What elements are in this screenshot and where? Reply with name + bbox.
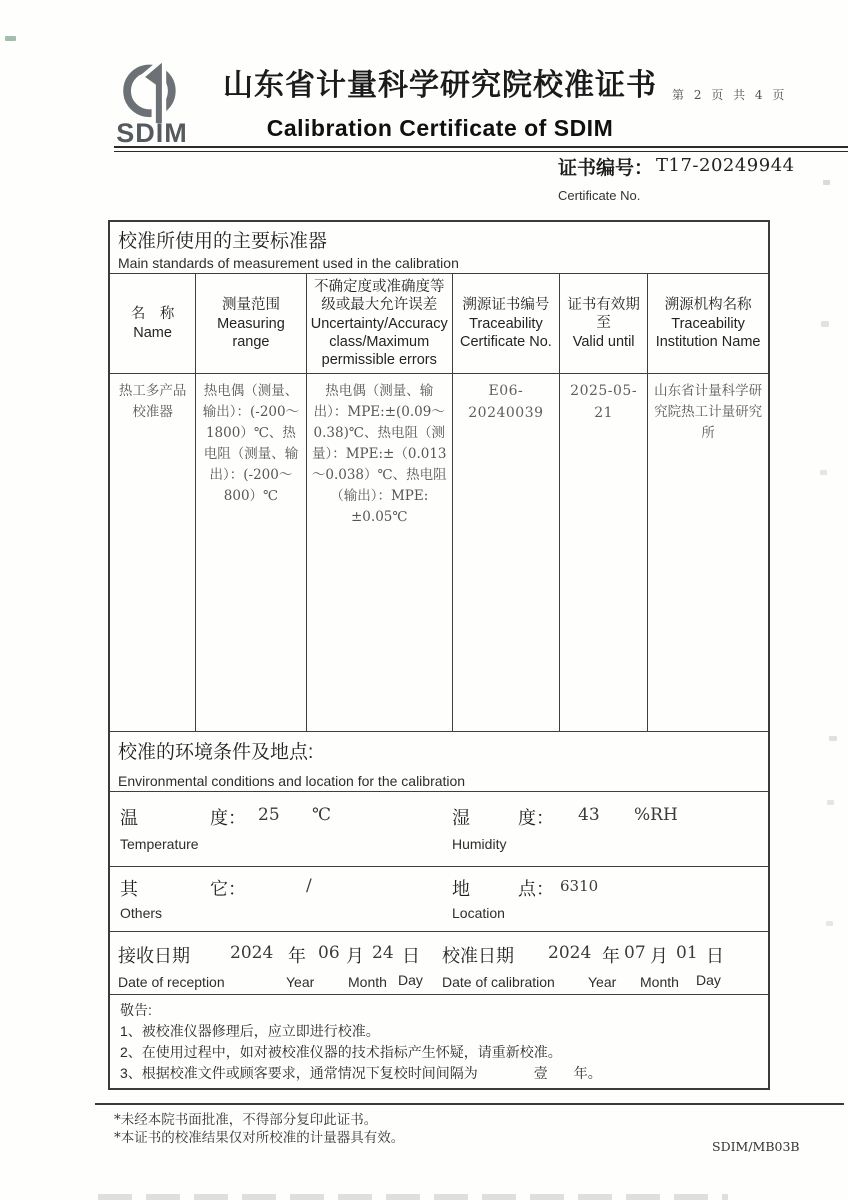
page-title: 山东省计量科学研究院校准证书	[223, 68, 657, 103]
scan-artifact	[5, 36, 16, 41]
note-item-1: 1、被校准仪器修理后，应立即进行校准。	[120, 1023, 380, 1039]
notes-section	[110, 995, 768, 1088]
standards-title-en: Main standards of measurement used in the calibration	[118, 255, 459, 271]
reception-year: 2024	[230, 943, 274, 963]
column-header-range: 测量范围 Measuring range	[196, 274, 307, 373]
calibration-date-label: 校准日期	[442, 946, 514, 966]
others-label-cn: 其	[120, 879, 138, 899]
scan-artifact	[821, 321, 829, 327]
certificate-no-label: 证书编号：	[558, 157, 654, 179]
environment-title-cn: 校准的环境条件及地点:	[118, 742, 314, 763]
humidity-label-en: Humidity	[452, 836, 507, 852]
reception-month: 06	[318, 943, 340, 963]
scan-artifact	[820, 470, 827, 475]
header-divider	[114, 146, 848, 152]
reception-date-label: 接收日期	[118, 946, 190, 966]
certificate-no-value: T17-20249944	[656, 155, 795, 176]
footer-note-1: *未经本院书面批准，不得部分复印此证书。	[114, 1112, 378, 1128]
dates-row: 接收日期 2024 年 06 月 24 日 校准日期 2024 年 07 月 01 日 Date of reception Year Month Day Date of calibration Year Month Day	[110, 932, 768, 995]
cell-range: 热电偶（测量、输出）：(-200～1800）℃、热电阻（测量、输出）：(-200～800）℃	[196, 374, 307, 731]
location-label-cn: 地	[452, 879, 470, 899]
humidity-unit: %RH	[634, 805, 678, 825]
scan-artifact	[829, 736, 837, 741]
cell-trace-cert-no: E06-20240039	[453, 374, 560, 731]
others-value: /	[306, 876, 312, 896]
footer-divider	[95, 1103, 844, 1105]
humidity-label-cn: 湿	[452, 808, 470, 828]
others-label-en: Others	[120, 905, 163, 921]
cell-valid-until: 2025-05-21	[560, 374, 648, 731]
column-header-uncertainty: 不确定度或准确度等级或最大允许误差 Uncertainty/Accuracy class/Maximum permissible errors	[307, 274, 453, 373]
calibration-day: 01	[676, 943, 698, 963]
footer-note-2: *本证书的校准结果仅对所校准的计量器具有效。	[114, 1130, 405, 1146]
sdim-logo	[96, 56, 208, 156]
column-header-trace-cert: 溯源证书编号 Traceability Certificate No.	[453, 274, 560, 373]
standards-table	[108, 220, 770, 1090]
scan-artifact-cutoff-text	[98, 1194, 728, 1200]
reception-day: 24	[372, 943, 394, 963]
sdim-logo-label: SDIM	[116, 118, 188, 148]
standards-section-title	[110, 222, 768, 274]
cell-name: 热工多产品校准器	[110, 374, 196, 731]
temperature-label-cn: 温	[120, 808, 138, 828]
temperature-humidity-row: 温 度： 25 ℃ Temperature 湿 度： 43 %RH Humidity	[110, 792, 768, 867]
temperature-label-en: Temperature	[120, 836, 199, 852]
scan-artifact	[823, 180, 830, 185]
calibration-month: 07	[624, 943, 646, 963]
column-header-institution: 溯源机构名称 Traceability Institution Name	[655, 296, 761, 351]
page-subtitle: Calibration Certificate of SDIM	[266, 115, 614, 141]
environment-section-title	[110, 732, 768, 792]
title-block	[200, 60, 680, 142]
column-header-name: 名 称 Name	[110, 274, 196, 373]
scan-artifact	[827, 800, 834, 805]
note-item-2: 2、在使用过程中，如对被校准仪器的技术指标产生怀疑，请重新校准。	[120, 1044, 562, 1060]
standards-header-row	[110, 274, 768, 374]
certificate-no-label-en: Certificate No.	[558, 188, 641, 203]
form-code: SDIM/MB03B	[712, 1139, 800, 1154]
cell-institution: 山东省计量科学研究院热工计量研究所	[654, 383, 763, 441]
temperature-unit: ℃	[312, 805, 332, 825]
calibration-year: 2024	[548, 943, 592, 963]
others-location-row: 其 它： / Others 地 点： 6310 Location	[110, 867, 768, 932]
note-item-3: 3、根据校准文件或顾客要求，通常情况下复校时间间隔为 壹 年。	[120, 1065, 602, 1081]
page-number: 第 2 页 共 4 页	[672, 88, 788, 102]
table-row	[110, 374, 768, 732]
column-header-valid-until: 证书有效期至 Valid until	[560, 274, 648, 373]
notes-title: 敬告:	[120, 1002, 152, 1018]
reception-date-label-en: Date of reception	[118, 974, 225, 990]
temperature-value: 25	[258, 805, 280, 825]
humidity-value: 43	[578, 805, 600, 825]
location-label-en: Location	[452, 905, 505, 921]
scan-artifact	[826, 921, 833, 926]
location-value: 6310	[560, 877, 599, 895]
cell-uncertainty: 热电偶（测量、输出）：MPE:±(0.09～0.38)℃、热电阻（测量）：MPE:±（0.013～0.038）℃、热电阻（输出）：MPE: ±0.05℃	[307, 374, 453, 731]
calibration-date-label-en: Date of calibration	[442, 974, 555, 990]
standards-title-cn: 校准所使用的主要标准器	[118, 231, 328, 252]
environment-title-en: Environmental conditions and location for the calibration	[118, 773, 466, 789]
